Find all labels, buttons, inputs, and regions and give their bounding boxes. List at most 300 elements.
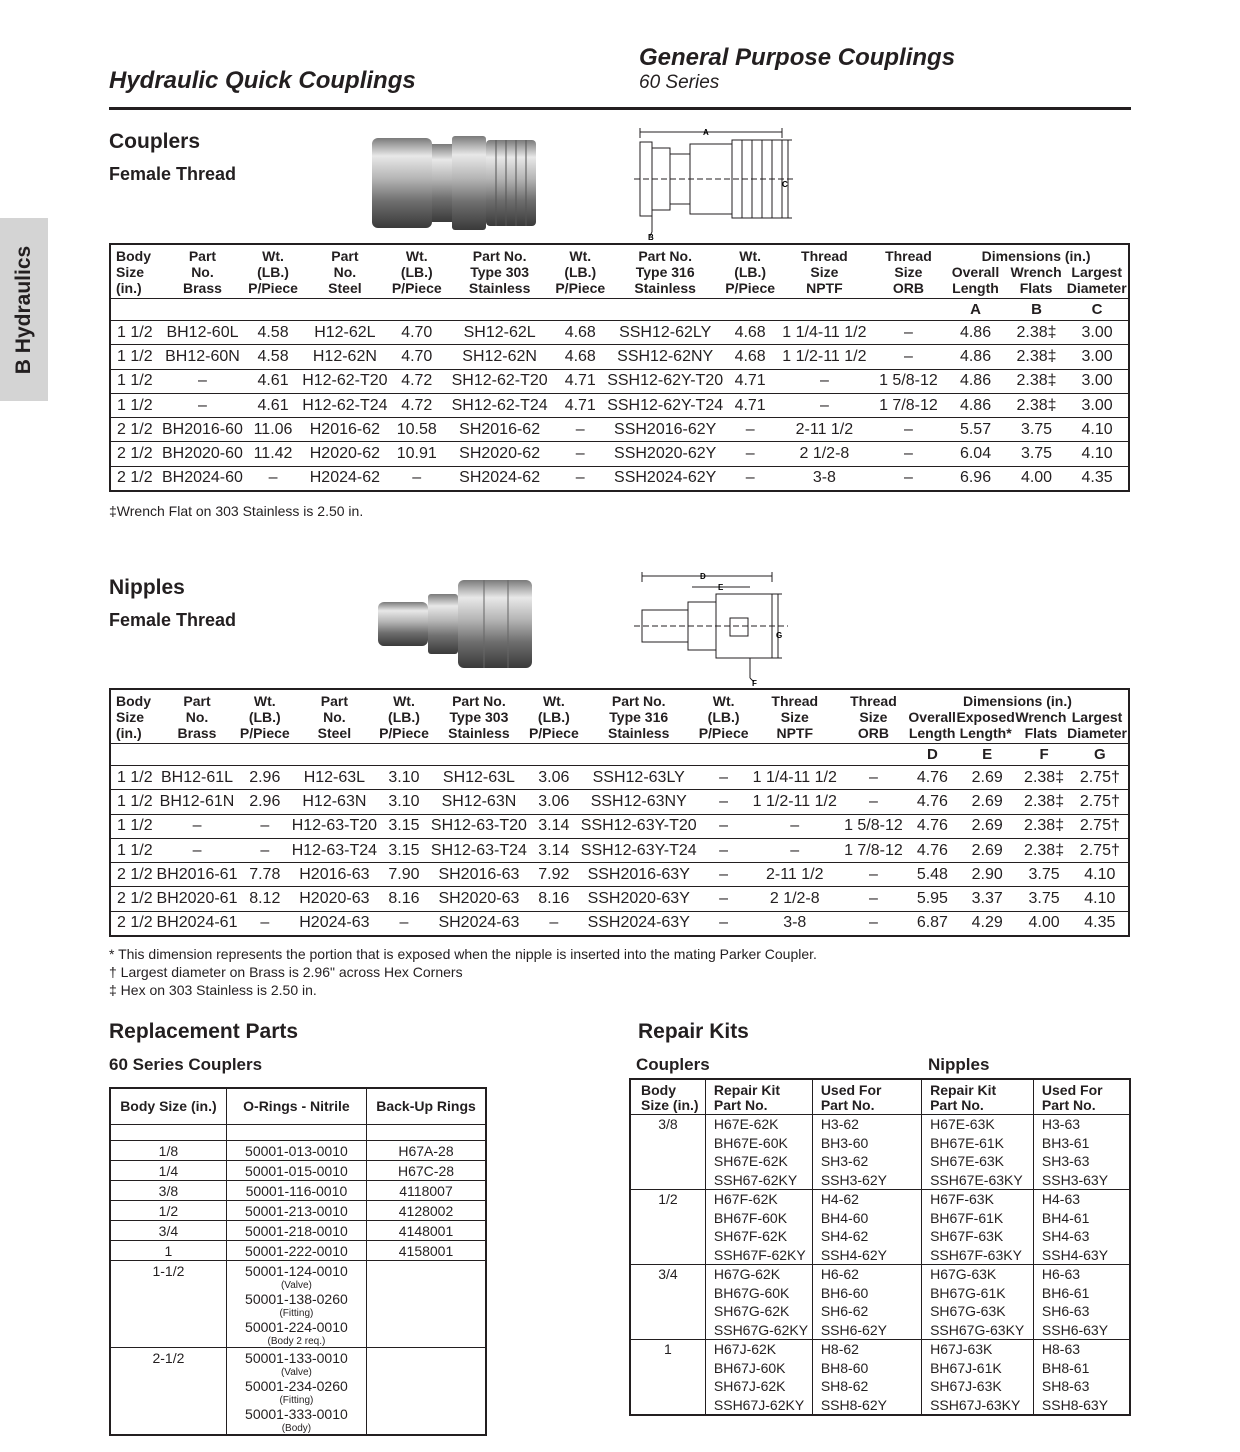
col-header: Repair Kit Part No. (705, 1079, 812, 1115)
n-kit-cell (922, 1265, 1034, 1340)
part-number: SH6-62 (820, 1303, 869, 1319)
dim-label-c: C (782, 180, 788, 189)
part-number: SSH67-62KY (713, 1171, 798, 1188)
part-number: SSH4-62Y (820, 1246, 887, 1263)
col-header: Wt. (LB.) P/Piece (245, 244, 301, 299)
repair-kits-table (629, 1078, 1131, 1416)
table-cell: SSH2020-62Y (606, 442, 724, 466)
o-ring-part-no: 50001-013-0010 (245, 1142, 348, 1159)
table-cell: 4.70 (389, 345, 445, 369)
table-cell: 4.86 (944, 369, 1007, 393)
dim-letter: A (970, 301, 981, 318)
table-cell: – (840, 887, 907, 911)
part-number: BH67F-60K (713, 1209, 788, 1226)
part-number: BH67G-61K (930, 1284, 1006, 1301)
col-header: Part No. Type 303 Stainless (445, 244, 554, 299)
dimension-letters-row (110, 744, 1129, 766)
col-header: Wt. (LB.) P/Piece (239, 689, 291, 744)
table-cell: 2.69 (958, 790, 1017, 814)
table-cell: 3.00 (1066, 393, 1129, 417)
table-cell: 4.72 (389, 369, 445, 393)
table-cell: – (724, 442, 776, 466)
table-cell: 2.75† (1072, 790, 1129, 814)
part-number: BH67J-61K (930, 1359, 1002, 1376)
table-cell: SH2016-63 (430, 863, 528, 887)
table-cell: SSH12-63Y-T20 (580, 814, 698, 838)
table-cell: 3.75 (1007, 442, 1066, 466)
table-cell: 10.58 (389, 418, 445, 442)
body-size-cell: 1/2 (630, 1190, 705, 1265)
table-cell: 3.06 (528, 766, 580, 790)
body-size-cell: 1-1/2 (110, 1260, 226, 1347)
table-cell: SH12-63-T20 (430, 814, 528, 838)
table-cell: – (554, 418, 606, 442)
table-cell: 2.38‡ (1007, 393, 1066, 417)
table-cell: 2.69 (958, 814, 1017, 838)
table-cell: 2 1/2 (110, 887, 155, 911)
couplers-title: Couplers (109, 130, 201, 153)
o-ring-part-no: 50001-222-0010 (245, 1242, 348, 1259)
table-cell: 3.14 (528, 838, 580, 862)
table-cell: SSH12-63NY (580, 790, 698, 814)
table-row (630, 1115, 1130, 1190)
col-header: Part No. Steel (291, 689, 378, 744)
table-cell: BH2020-61 (155, 887, 239, 911)
table-cell: SSH12-63LY (580, 766, 698, 790)
table-cell: SSH2024-62Y (606, 466, 724, 490)
dim-label-g: G (776, 631, 783, 640)
section-side-tab (0, 218, 48, 401)
table-cell: 2.38‡ (1007, 345, 1066, 369)
table-cell: 3.00 (1066, 369, 1129, 393)
table-cell: 1 1/2 (110, 790, 155, 814)
table-cell: 1 1/2 (110, 345, 160, 369)
table-cell: – (160, 393, 245, 417)
c-used-cell (812, 1265, 921, 1340)
table-cell: BH2024-60 (160, 466, 245, 490)
table-row (110, 887, 1129, 911)
body-size-cell: 3/4 (630, 1265, 705, 1340)
table-cell: 1 1/2 (110, 838, 155, 862)
table-cell: 4.61 (245, 369, 301, 393)
table-cell: 2.96 (239, 790, 291, 814)
o-ring-part-no: 50001-234-0260 (245, 1377, 348, 1394)
table-cell: 2.38‡ (1016, 790, 1071, 814)
table-cell: 4.71 (724, 369, 776, 393)
table-cell: SH2020-62 (445, 442, 554, 466)
table-cell: SH12-63L (430, 766, 528, 790)
dim-label-d: D (700, 572, 706, 581)
col-header: Wt. (LB.) P/Piece (698, 689, 750, 744)
table-cell: – (873, 321, 945, 345)
part-number: H67G-63K (930, 1266, 997, 1282)
o-ring-part-no: 50001-133-0010 (245, 1349, 348, 1366)
part-number: SH67J-63K (930, 1378, 1002, 1394)
table-cell: 2.38‡ (1016, 766, 1071, 790)
table-cell: 8.12 (239, 887, 291, 911)
c-kit-cell (705, 1265, 812, 1340)
n-kit-cell (922, 1115, 1034, 1190)
part-number: H67F-62K (713, 1191, 778, 1207)
table-cell: 2.38‡ (1016, 814, 1071, 838)
table-row (110, 863, 1129, 887)
table-cell: SH12-62-T24 (445, 393, 554, 417)
o-ring-note: (Body 2 req.) (267, 1335, 326, 1347)
table-cell: BH2024-61 (155, 911, 239, 935)
table-cell: 4.71 (554, 369, 606, 393)
dim-label-e: E (718, 583, 724, 592)
table-cell: – (528, 911, 580, 935)
table-cell: SH12-63N (430, 790, 528, 814)
table-cell: H12-62N (301, 345, 388, 369)
c-used-cell (812, 1190, 921, 1265)
rp-header-row (110, 1088, 486, 1124)
table-cell: – (776, 393, 873, 417)
col-header: Wt. (LB.) P/Piece (378, 689, 430, 744)
part-number: BH67E-60K (713, 1134, 788, 1151)
table-cell: – (554, 466, 606, 490)
table-cell: H2020-62 (301, 442, 388, 466)
backup-ring-cell: 4158001 (367, 1240, 486, 1260)
replacement-parts-table (109, 1087, 487, 1436)
dimension-letters-row (110, 299, 1129, 321)
nipple-photo (372, 576, 538, 674)
col-header: O-Rings - Nitrile (226, 1088, 366, 1124)
o-ring-note: (Fitting) (279, 1394, 314, 1406)
table-cell: SSH2024-63Y (580, 911, 698, 935)
replacement-parts-subtitle: 60 Series Couplers (109, 1055, 263, 1074)
table-row (110, 1160, 486, 1180)
part-number: H67J-63K (930, 1341, 993, 1357)
table-cell: – (873, 418, 945, 442)
o-ring-part-no: 50001-015-0010 (245, 1162, 348, 1179)
table-cell: BH12-61N (155, 790, 239, 814)
dim-letter: F (1039, 746, 1049, 763)
o-ring-cell (226, 1160, 366, 1180)
table-cell: – (873, 345, 945, 369)
repair-kits-couplers-label: Couplers (636, 1055, 710, 1074)
table-cell: 3.75 (1016, 863, 1071, 887)
part-number: SH3-63 (1041, 1153, 1090, 1169)
table-cell: 2.38‡ (1007, 321, 1066, 345)
part-number: BH8-61 (1041, 1359, 1090, 1376)
col-header: Body Size (in.) (110, 244, 160, 299)
part-number: SSH6-62Y (820, 1321, 887, 1338)
table-cell: SSH2016-62Y (606, 418, 724, 442)
table-cell: 4.10 (1066, 418, 1129, 442)
table-cell: 4.76 (907, 838, 958, 862)
table-cell: 3-8 (776, 466, 873, 490)
table-row (110, 790, 1129, 814)
table-row (110, 466, 1129, 490)
table-cell: 3-8 (750, 911, 840, 935)
part-number: H67F-63K (930, 1191, 994, 1207)
table-cell: 6.96 (944, 466, 1007, 490)
table-cell: 4.68 (724, 321, 776, 345)
table-cell: – (155, 838, 239, 862)
nipple-dimension-drawing (630, 568, 790, 688)
table-cell: BH12-60N (160, 345, 245, 369)
body-size-cell: 1/2 (110, 1200, 226, 1220)
table-cell: 3.00 (1066, 345, 1129, 369)
backup-ring-cell: H67C-28 (367, 1160, 486, 1180)
col-header: Thread Size ORB (873, 244, 945, 299)
table-cell: – (840, 766, 907, 790)
part-number: SH8-63 (1041, 1378, 1090, 1394)
table-cell: 4.61 (245, 393, 301, 417)
table-cell: H12-62L (301, 321, 388, 345)
body-size-cell: 3/8 (110, 1180, 226, 1200)
table-cell: H2020-63 (291, 887, 378, 911)
n-kit-cell (922, 1190, 1034, 1265)
o-ring-part-no: 50001-138-0260 (245, 1290, 348, 1307)
table-cell: – (698, 838, 750, 862)
table-cell: BH12-60L (160, 321, 245, 345)
part-number: SH6-63 (1041, 1303, 1090, 1319)
table-cell: SH2024-62 (445, 466, 554, 490)
table-cell: H2024-63 (291, 911, 378, 935)
part-number: BH3-60 (820, 1134, 869, 1151)
table-cell: H12-63N (291, 790, 378, 814)
part-number: SH67G-63K (930, 1303, 1006, 1319)
part-number: BH3-61 (1041, 1134, 1090, 1151)
table-cell: 4.76 (907, 790, 958, 814)
table-cell: 11.06 (245, 418, 301, 442)
table-cell: SSH12-62Y-T24 (606, 393, 724, 417)
table-cell: 2.75† (1072, 838, 1129, 862)
table-cell: 6.87 (907, 911, 958, 935)
col-header: Part No. Type 316 Stainless (580, 689, 698, 744)
table-cell: 4.35 (1066, 466, 1129, 490)
c-used-cell (812, 1115, 921, 1190)
table-cell: 1 1/2 (110, 393, 160, 417)
col-header: Wt. (LB.) P/Piece (724, 244, 776, 299)
table-cell: 2 1/2-8 (776, 442, 873, 466)
body-size-cell: 1/4 (110, 1160, 226, 1180)
part-number: SSH67G-62KY (713, 1321, 809, 1338)
table-cell: BH12-61L (155, 766, 239, 790)
part-number: BH6-61 (1041, 1284, 1090, 1301)
o-ring-cell (226, 1347, 366, 1435)
part-number: H3-63 (1041, 1116, 1081, 1132)
part-number: SH67G-62K (713, 1303, 790, 1319)
table-cell: 4.70 (389, 321, 445, 345)
part-number: BH4-61 (1041, 1209, 1090, 1226)
part-number: SSH3-63Y (1041, 1171, 1109, 1188)
col-header: Part No. Type 303 Stainless (430, 689, 528, 744)
table-row (110, 393, 1129, 417)
o-ring-cell (226, 1260, 366, 1347)
table-cell: 4.10 (1072, 887, 1129, 911)
part-number: SH67F-63K (930, 1228, 1004, 1244)
table-cell: 2 1/2 (110, 863, 155, 887)
table-cell: H2016-62 (301, 418, 388, 442)
table-row (110, 1180, 486, 1200)
table-cell: SSH12-62Y-T20 (606, 369, 724, 393)
table-cell: 4.10 (1066, 442, 1129, 466)
table-cell: – (776, 369, 873, 393)
part-number: SSH67F-63KY (930, 1246, 1022, 1263)
table-cell: 1 1/2 (110, 369, 160, 393)
table-cell: – (873, 466, 945, 490)
table-cell: – (840, 911, 907, 935)
o-ring-cell (226, 1240, 366, 1260)
table-cell: – (698, 766, 750, 790)
o-ring-part-no: 50001-116-0010 (245, 1182, 348, 1199)
table-cell: 7.78 (239, 863, 291, 887)
c-used-cell (812, 1340, 921, 1416)
table-row (110, 1260, 486, 1347)
table-cell: 3.37 (958, 887, 1017, 911)
table-cell: 4.29 (958, 911, 1017, 935)
table-cell: 2.69 (958, 838, 1017, 862)
n-used-cell (1033, 1265, 1130, 1340)
nipples-subtitle: Female Thread (109, 610, 237, 630)
couplers-subtitle: Female Thread (109, 164, 237, 184)
table-cell: 2.38‡ (1007, 369, 1066, 393)
table-cell: 2 1/2 (110, 418, 160, 442)
rk-header-row (630, 1079, 1130, 1115)
table-cell: 2.75† (1072, 814, 1129, 838)
table-cell: 3.14 (528, 814, 580, 838)
table-row (110, 345, 1129, 369)
part-number: SSH3-62Y (820, 1171, 887, 1188)
table-cell: SSH2020-63Y (580, 887, 698, 911)
part-number: H8-63 (1041, 1341, 1081, 1357)
col-header: Body Size (in.) (630, 1079, 705, 1115)
table-cell: 4.71 (554, 393, 606, 417)
table-row (110, 1347, 486, 1435)
table-cell: 3.10 (378, 766, 430, 790)
o-ring-part-no: 50001-213-0010 (245, 1202, 348, 1219)
table-cell: – (724, 418, 776, 442)
part-number: H67G-62K (713, 1266, 781, 1282)
nipples-footnote: † Largest diameter on Brass is 2.96" across Hex Corners (109, 964, 463, 980)
table-cell: 4.58 (245, 321, 301, 345)
table-row (110, 1200, 486, 1220)
table-cell: SH12-62L (445, 321, 554, 345)
couplers-footnote: ‡Wrench Flat on 303 Stainless is 2.50 in. (109, 503, 364, 519)
table-cell: – (698, 790, 750, 814)
table-cell: 2.75† (1072, 766, 1129, 790)
table-cell: – (698, 863, 750, 887)
col-header: Wt. (LB.) P/Piece (528, 689, 580, 744)
part-number: H4-63 (1041, 1191, 1081, 1207)
dim-letter: C (1091, 301, 1103, 318)
nipples-title: Nipples (109, 576, 185, 599)
table-cell: 1 1/2 (110, 321, 160, 345)
o-ring-part-no: 50001-224-0010 (245, 1318, 348, 1335)
o-ring-note: (Body) (281, 1422, 312, 1434)
table-cell: 6.04 (944, 442, 1007, 466)
table-cell: 4.68 (724, 345, 776, 369)
table-cell: – (698, 814, 750, 838)
coupler-dimension-drawing (630, 124, 800, 244)
coupler-photo (366, 130, 542, 236)
table-cell: 1 1/2-11 1/2 (776, 345, 873, 369)
table-row (630, 1265, 1130, 1340)
part-number: H8-62 (820, 1341, 859, 1357)
body-size-cell: 3/8 (630, 1115, 705, 1190)
table-cell: 2.90 (958, 863, 1017, 887)
backup-ring-cell: 4148001 (367, 1220, 486, 1240)
table-cell: 3.00 (1066, 321, 1129, 345)
col-header: Repair Kit Part No. (922, 1079, 1034, 1115)
table-cell: 4.35 (1072, 911, 1129, 935)
table-cell: 5.95 (907, 887, 958, 911)
col-header: Thread Size NPTF (750, 689, 840, 744)
table-cell: 11.42 (245, 442, 301, 466)
part-number: SSH67E-63KY (930, 1171, 1023, 1188)
o-ring-note: (Fitting) (279, 1307, 314, 1319)
table-cell: 8.16 (528, 887, 580, 911)
table-cell: 4.68 (554, 321, 606, 345)
table-cell: 10.91 (389, 442, 445, 466)
o-ring-part-no: 50001-333-0010 (245, 1405, 348, 1422)
table-cell: 5.57 (944, 418, 1007, 442)
part-number: H6-63 (1041, 1266, 1081, 1282)
backup-ring-cell (367, 1260, 486, 1347)
part-number: H67J-62K (713, 1341, 777, 1357)
table-cell: SSH12-62NY (606, 345, 724, 369)
col-header: Thread Size ORB (840, 689, 907, 744)
body-size-cell: 1/8 (110, 1140, 226, 1160)
table-cell: 1 7/8-12 (840, 838, 907, 862)
table-row (110, 814, 1129, 838)
table-row (110, 321, 1129, 345)
dim-letter: G (1094, 746, 1106, 763)
col-header: Part No. Type 316 Stainless (606, 244, 724, 299)
table-cell: 3.10 (378, 790, 430, 814)
table-cell: 4.86 (944, 321, 1007, 345)
table-cell: 1 1/2 (110, 814, 155, 838)
part-number: SSH8-63Y (1041, 1396, 1109, 1413)
body-size-cell: 3/4 (110, 1220, 226, 1240)
table-cell: H12-63-T24 (291, 838, 378, 862)
table-cell: BH2016-60 (160, 418, 245, 442)
body-size-cell: 1 (630, 1340, 705, 1416)
repair-kits-nipples-label: Nipples (928, 1055, 990, 1074)
table-cell: H2024-62 (301, 466, 388, 490)
table-cell: – (239, 911, 291, 935)
table-cell: – (750, 838, 840, 862)
table-cell: 3.15 (378, 814, 430, 838)
col-header: Used For Part No. (812, 1079, 921, 1115)
table-cell: – (840, 863, 907, 887)
col-header: Body Size (in.) (110, 1088, 226, 1124)
part-number: H67E-63K (930, 1116, 995, 1132)
table-cell: 4.72 (389, 393, 445, 417)
table-cell: 3.15 (378, 838, 430, 862)
part-number: BH6-60 (820, 1284, 869, 1301)
dim-letter: B (1031, 301, 1042, 318)
table-cell: 2 1/2 (110, 466, 160, 490)
part-number: SH67E-62K (713, 1153, 788, 1169)
table-cell: – (698, 911, 750, 935)
table-cell: – (239, 814, 291, 838)
table-cell: – (750, 814, 840, 838)
table-cell: SH2024-63 (430, 911, 528, 935)
table-cell: 2-11 1/2 (750, 863, 840, 887)
part-number: H67E-62K (713, 1116, 779, 1132)
table-cell: – (873, 442, 945, 466)
table-cell: – (155, 814, 239, 838)
part-number: BH8-60 (820, 1359, 869, 1376)
col-header: Body Size (in.) (110, 689, 155, 744)
part-number: SSH67G-63KY (930, 1321, 1025, 1338)
part-number: BH4-60 (820, 1209, 869, 1226)
table-row (110, 1240, 486, 1260)
